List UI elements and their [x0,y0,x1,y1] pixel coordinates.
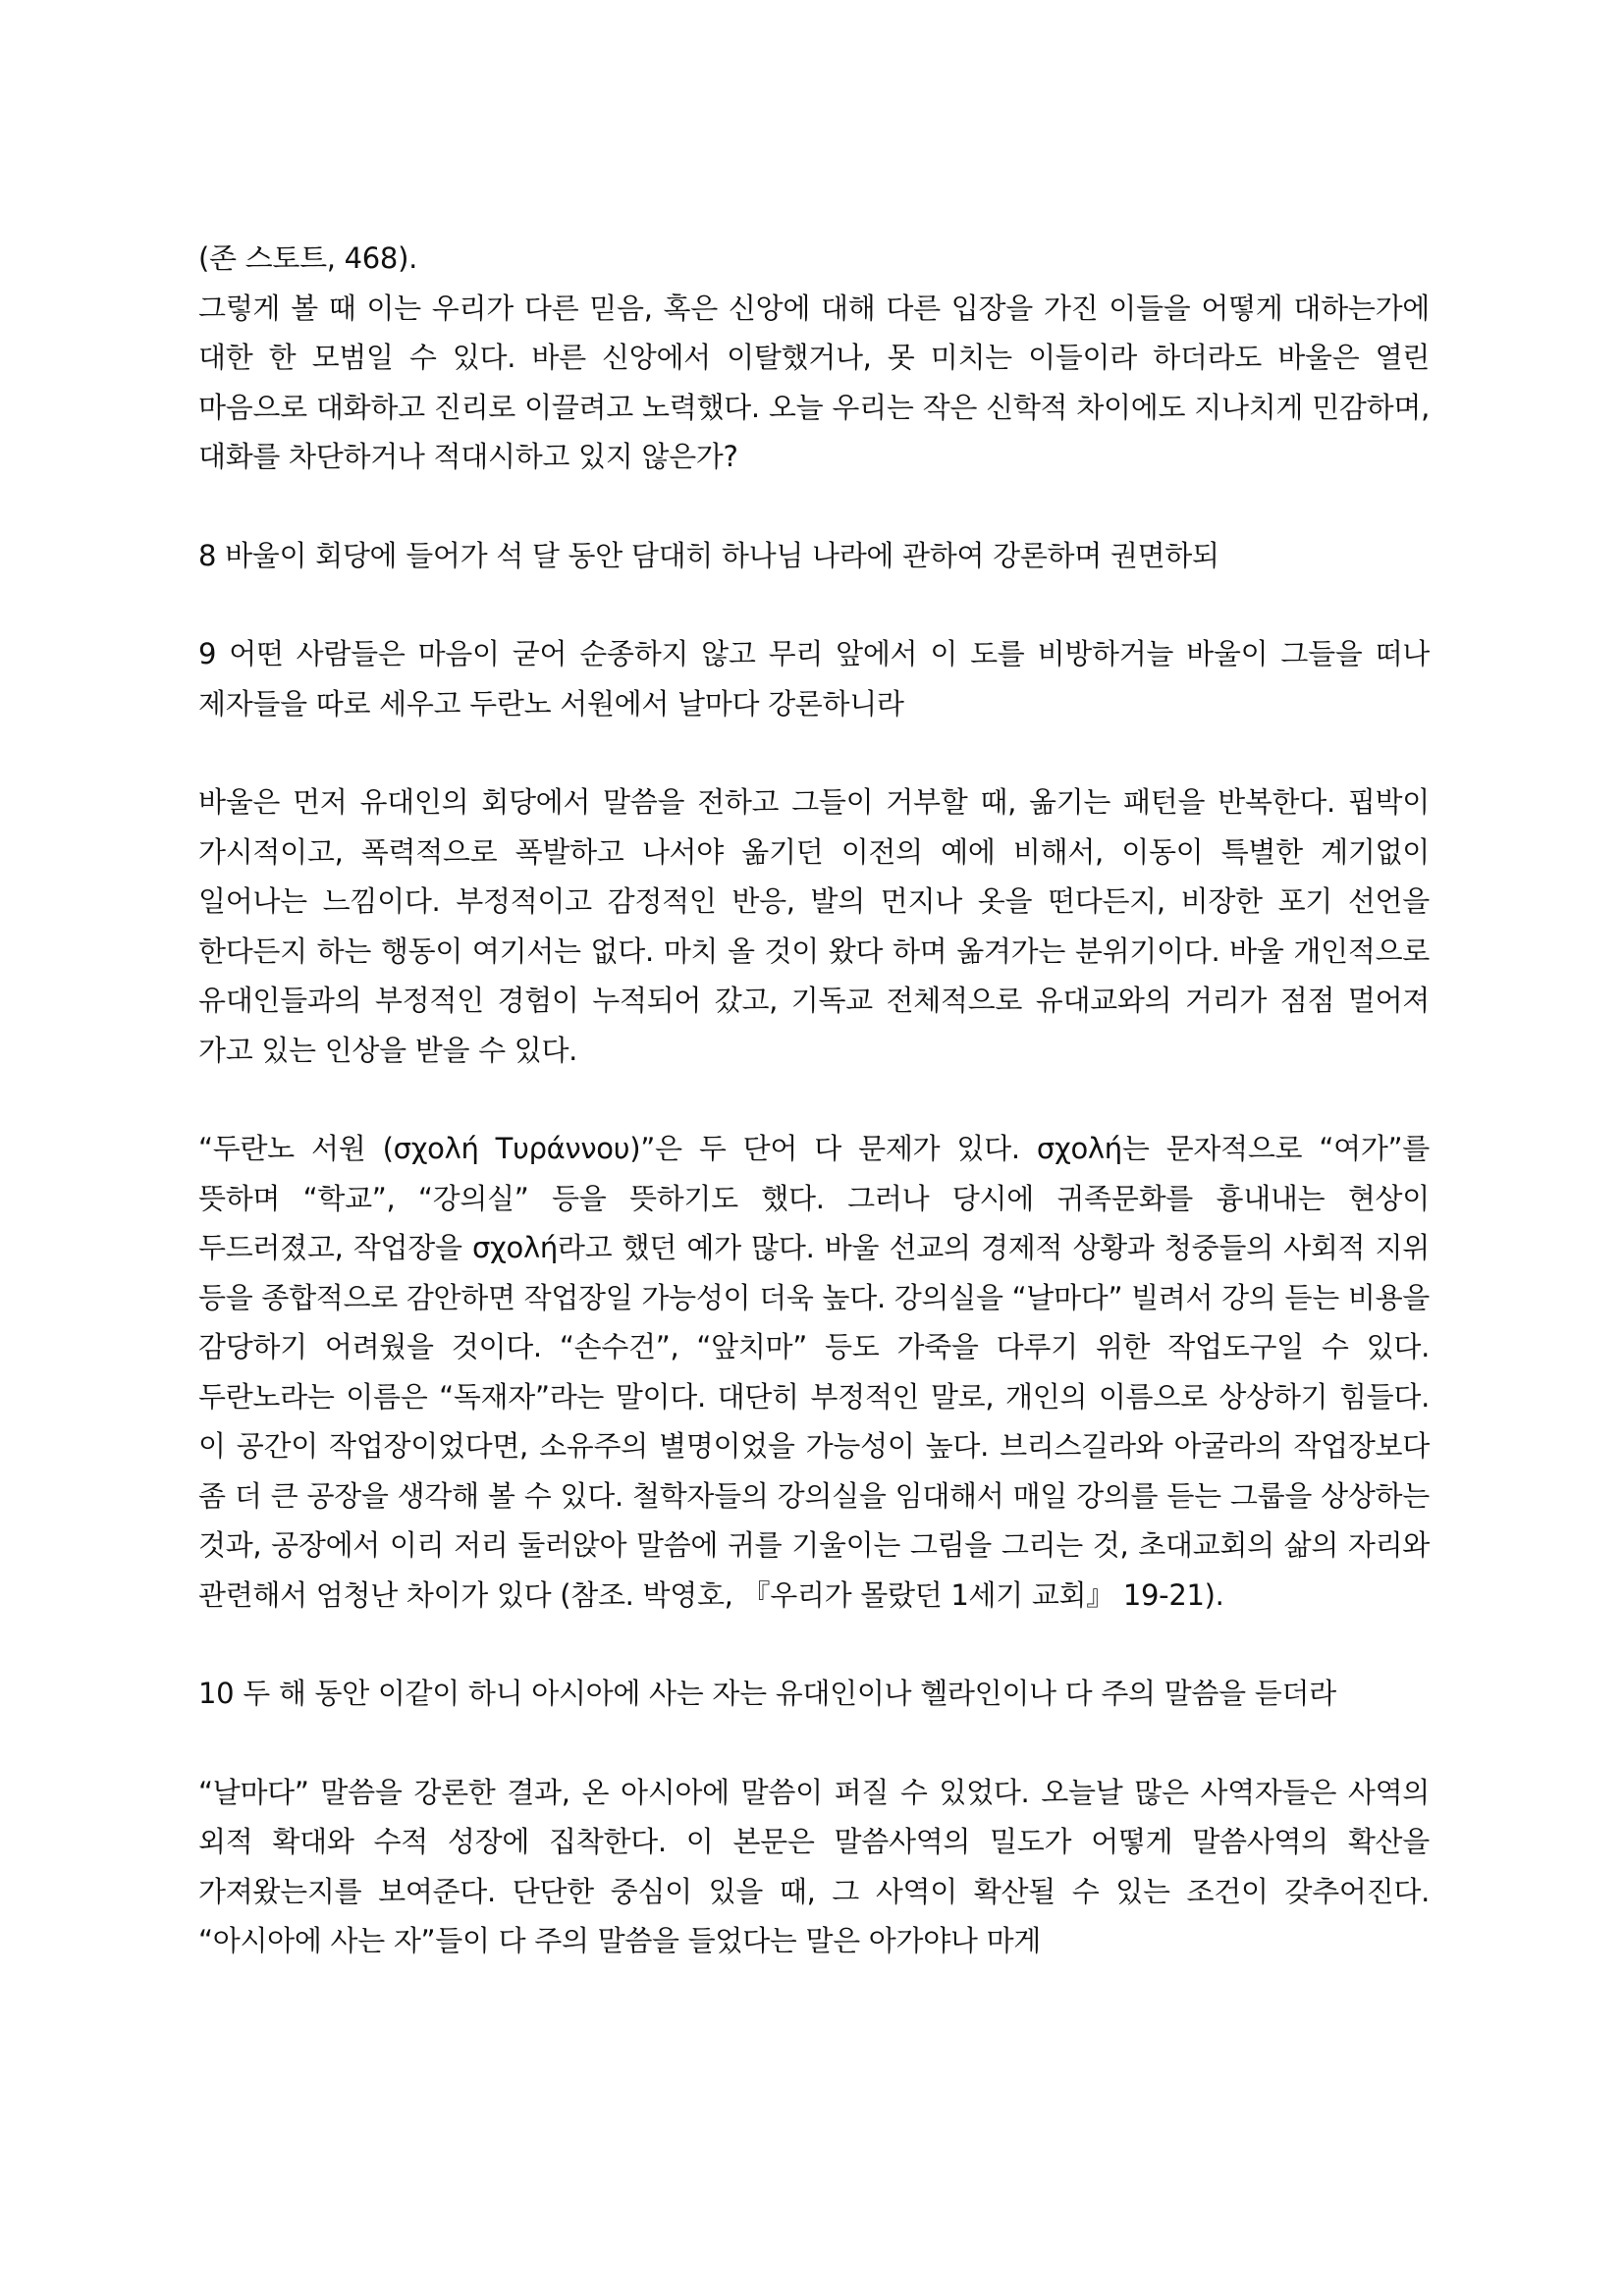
commentary-paragraph-word-spread: “날마다” 말씀을 강론한 결과, 온 아시아에 말씀이 퍼질 수 있었다. 오늘날 많은 사역자들은 사역의 외적 확대와 수적 성장에 집착한다. 이 본문은 말씀사역의 밀도가 어떻게 말씀사역의 확산을 가져왔는지를 보여준다. 단단한 중심이 있을 때, 그 사역이 확산될 수 있는 조건이 갖추어진다. “아시아에 사는 자”들이 다 주의 말씀을 들었다는 말은 아가야나 마게 [198,1775,1430,1957]
scripture-verse-8: 8 바울이 회당에 들어가 석 달 동안 담대히 하나님 나라에 관하여 강론하며 권면하되 [198,538,1219,572]
scripture-verse-9: 9 어떤 사람들은 마음이 굳어 순종하지 않고 무리 앞에서 이 도를 비방하거늘 바울이 그들을 떠나 제자들을 따로 세우고 두란노 서원에서 날마다 강론하니라 [198,637,1430,721]
commentary-paragraph-open-dialogue: 그렇게 볼 때 이는 우리가 다른 믿음, 혹은 신앙에 대해 다른 입장을 가진 이들을 어떻게 대하는가에 대한 한 모범일 수 있다. 바른 신앙에서 이탈했거나, 못 미치는 이들이라 하더라도 바울은 열린 마음으로 대화하고 진리로 이끌려고 노력했다. 오늘 우리는 작은 신학적 차이에도 지나치게 민감하며, 대화를 차단하거나 적대시하고 있지 않은가? [198,291,1430,473]
citation-paragraph: (존 스토트, 468). [198,241,418,275]
document-body [198,234,1430,1966]
scripture-verse-10: 10 두 해 동안 이같이 하니 아시아에 사는 자는 유대인이나 헬라인이나 다 주의 말씀을 듣더라 [198,1677,1336,1710]
commentary-paragraph-synagogue-pattern: 바울은 먼저 유대인의 회당에서 말씀을 전하고 그들이 거부할 때, 옮기는 패턴을 반복한다. 핍박이 가시적이고, 폭력적으로 폭발하고 나서야 옮기던 이전의 예에 비해서, 이동이 특별한 계기없이 일어나는 느낌이다. 부정적이고 감정적인 반응, 발의 먼지나 옷을 떤다든지, 비장한 포기 선언을 한다든지 하는 행동이 여기서는 없다. 마치 올 것이 왔다 하며 옮겨가는 분위기이다. 바울 개인적으로 유대인들과의 부정적인 경험이 누적되어 갔고, 기독교 전체적으로 유대교와의 거리가 점점 멀어져 가고 있는 인상을 받을 수 있다. [198,785,1430,1067]
commentary-paragraph-tyrannus-school: “두란노 서원 (σχολή Τυράννου)”은 두 단어 다 문제가 있다. σχολή는 문자적으로 “여가”를 뜻하며 “학교”, “강의실” 등을 뜻하기도 했다. 그러나 당시에 귀족문화를 흉내내는 현상이 두드러졌고, 작업장을 σχολή라고 했던 예가 많다. 바울 선교의 경제적 상황과 청중들의 사회적 지위 등을 종합적으로 감안하면 작업장일 가능성이 더욱 높다. 강의실을 “날마다” 빌려서 강의 듣는 비용을 감당하기 어려웠을 것이다. “손수건”, “앞치마” 등도 가죽을 다루기 위한 작업도구일 수 있다. 두란노라는 이름은 “독재자”라는 말이다. 대단히 부정적인 말로, 개인의 이름으로 상상하기 힘들다. 이 공간이 작업장이었다면, 소유주의 별명이었을 가능성이 높다. 브리스길라와 아굴라의 작업장보다 좀 더 큰 공장을 생각해 볼 수 있다. 철학자들의 강의실을 임대해서 매일 강의를 듣는 그룹을 상상하는 것과, 공장에서 이리 저리 둘러앉아 말씀에 귀를 기울이는 그림을 그리는 것, 초대교회의 삶의 자리와 관련해서 엄청난 차이가 있다 (참조. 박영호, 『우리가 몰랐던 1세기 교회』 19-21). [198,1132,1430,1612]
